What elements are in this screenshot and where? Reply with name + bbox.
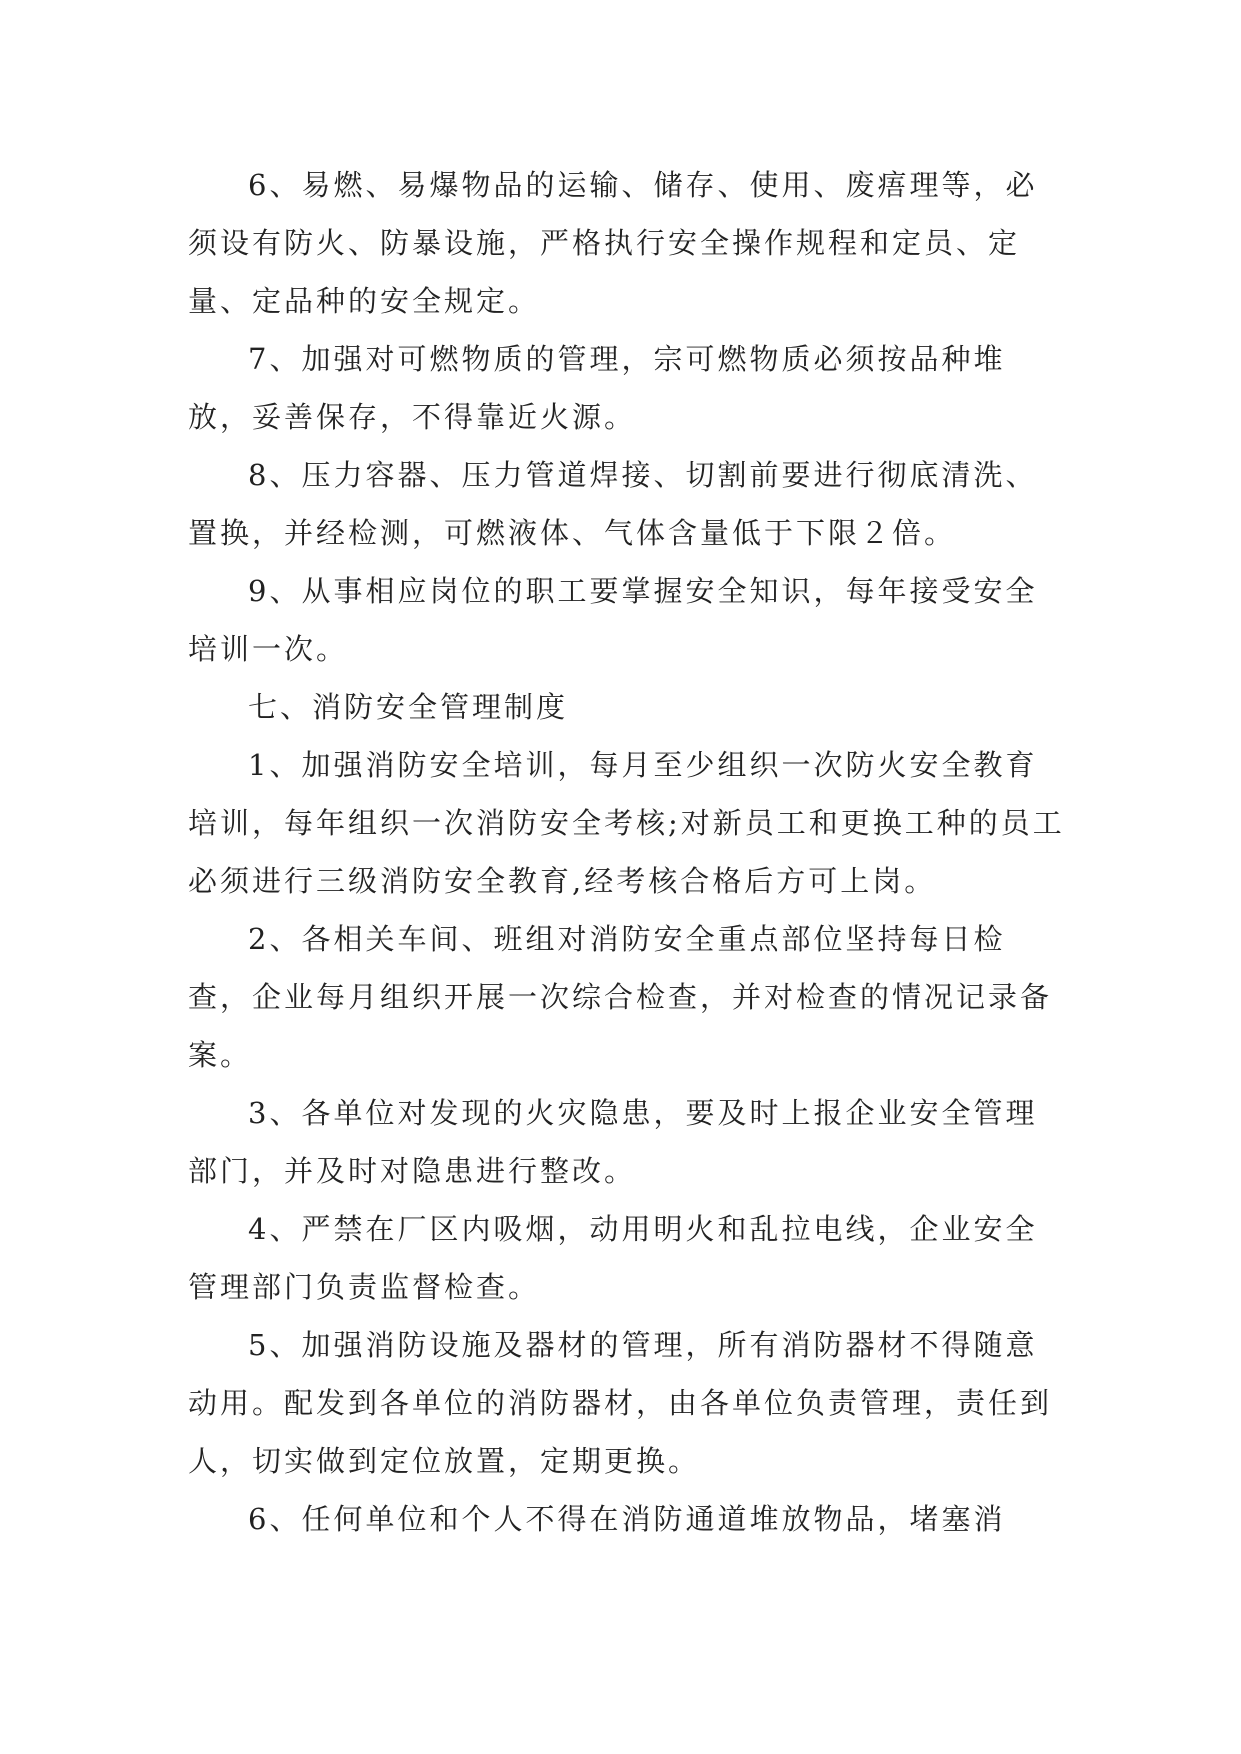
paragraph-fire-item-6: 6、任何单位和个人不得在消防通道堆放物品，堵塞消 — [248, 1502, 1006, 1536]
paragraph-item-7-combustibles: 7、加强对可燃物质的管理，宗可燃物质必须按品种堆放，妥善保存，不得靠近火源。 — [188, 342, 1006, 434]
document-body — [188, 156, 1068, 1548]
paragraph-fire-item-5: 5、加强消防设施及器材的管理，所有消防器材不得随意动用。配发到各单位的消防器材，由各单位负责管理，责任到人，切实做到定位放置，定期更换。 — [188, 1328, 1053, 1478]
paragraph-fire-item-2: 2、各相关车间、班组对消防安全重点部位坚持每日检查，企业每月组织开展一次综合检查，并对检查的情况记录备案。 — [188, 922, 1053, 1072]
paragraph-fire-item-1: 1、加强消防安全培训，每月至少组织一次防火安全教育培训，每年组织一次消防安全考核;对新员工和更换工种的员工必须进行三级消防安全教育,经考核合格后方可上岗。 — [188, 748, 1065, 898]
paragraph-item-8-pressure-vessels: 8、压力容器、压力管道焊接、切割前要进行彻底清洗、置换，并经检测，可燃液体、气体含量低于下限２倍。 — [188, 458, 1038, 550]
paragraph-fire-item-3: 3、各单位对发现的火灾隐患，要及时上报企业安全管理部门，并及时对隐患进行整改。 — [188, 1096, 1038, 1188]
paragraph-item-9-training: 9、从事相应岗位的职工要掌握安全知识，每年接受安全培训一次。 — [188, 574, 1038, 666]
section-heading-fire-safety: 七、消防安全管理制度 — [248, 690, 569, 724]
paragraph-fire-item-4: 4、严禁在厂区内吸烟，动用明火和乱拉电线，企业安全管理部门负责监督检查。 — [188, 1212, 1038, 1304]
paragraph-item-6-flammables: 6、易燃、易爆物品的运输、储存、使用、废痦理等，必须设有防火、防暴设施，严格执行安全操作规程和定员、定量、定品种的安全规定。 — [188, 168, 1038, 318]
